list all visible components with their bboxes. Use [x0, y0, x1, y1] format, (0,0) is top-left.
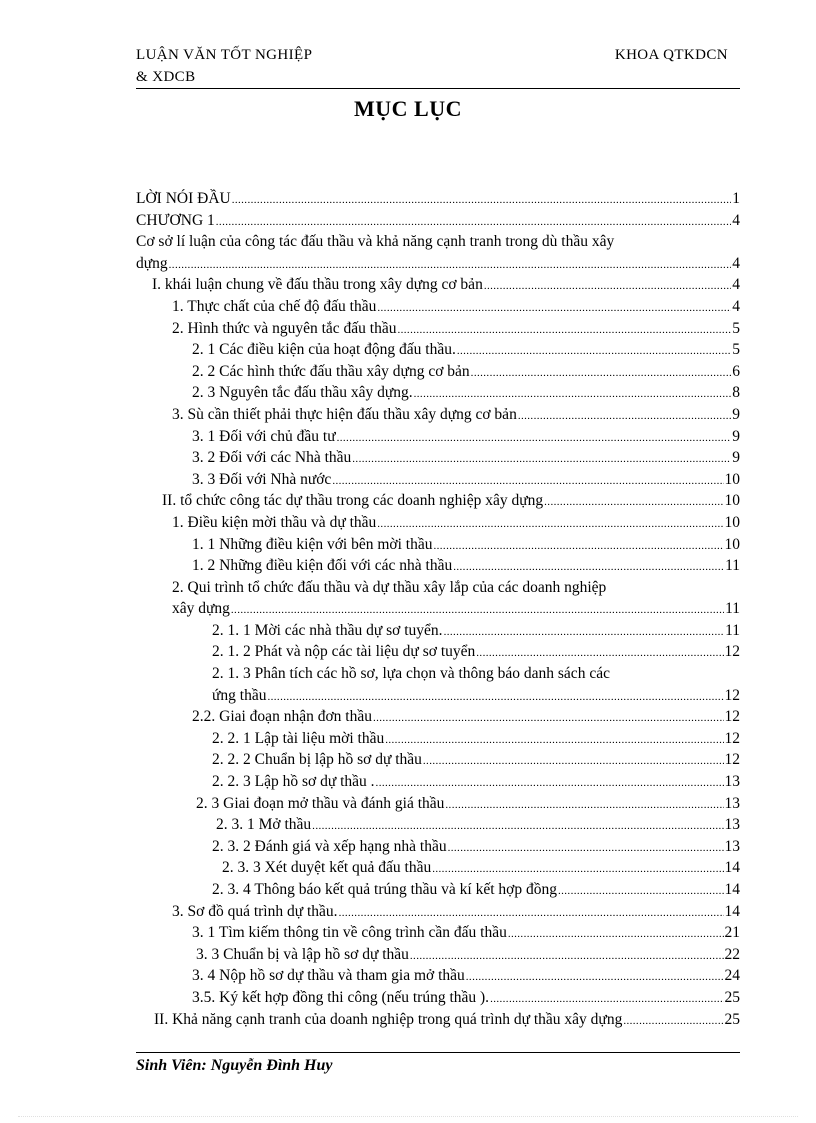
toc-leader-dots: [332, 471, 723, 493]
toc-entry: [136, 857, 740, 879]
toc-page-number: 10: [724, 513, 740, 531]
toc-entry: [136, 749, 740, 771]
toc-leader-dots: [231, 600, 724, 622]
page-title: MỤC LỤC: [354, 96, 462, 121]
toc-entry-text: xây dựng: [172, 600, 230, 618]
toc-leader-dots: [476, 643, 723, 665]
header-department-suffix: & XDCB: [136, 69, 196, 85]
toc-entry-text: 2. 1. 1 Mời các nhà thầu dự sơ tuyển.: [212, 621, 443, 639]
toc-entry-text: I. khái luận chung về đấu thầu trong xây dựng cơ bản: [152, 276, 483, 294]
toc-page-number: 13: [724, 794, 740, 812]
toc-entry-text: 3. Sù cần thiết phải thực hiện đấu thầu xây dựng cơ bản: [172, 405, 517, 423]
toc-leader-dots: [490, 989, 723, 1011]
toc-page-number: 9: [732, 449, 740, 467]
toc-page-number: 25: [724, 1010, 740, 1028]
toc-leader-dots: [423, 751, 724, 773]
page-bottom-rule: [18, 1116, 798, 1117]
toc-page-number: 12: [724, 751, 740, 769]
toc-entry-text: 2. 2. 3 Lập hồ sơ dự thầu .: [212, 773, 375, 791]
toc-leader-dots: [453, 557, 724, 579]
toc-leader-dots: [267, 687, 723, 709]
toc-entry-text: 2. 3. 4 Thông báo kết quả trúng thầu và kí kết hợp đồng: [212, 881, 557, 898]
toc-entry-text: 3. 1 Tìm kiếm thông tin về công trình cần đấu thầu: [192, 924, 507, 942]
table-of-contents: [136, 188, 740, 1030]
toc-entry: [136, 188, 740, 210]
toc-entry-text: 1. 2 Những điều kiện đối với các nhà thầu: [192, 557, 453, 575]
toc-page-number: 10: [724, 492, 740, 510]
toc-entry-text: 3.5. Ký kết hợp đồng thi công (nếu trúng thầu ).: [192, 988, 490, 1006]
toc-page-number: 11: [725, 621, 740, 639]
toc-leader-dots: [484, 276, 731, 298]
toc-page-number: 5: [732, 341, 740, 359]
toc-leader-dots: [466, 967, 724, 989]
toc-leader-dots: [544, 492, 723, 514]
toc-leader-dots: [410, 946, 724, 968]
toc-page-number: 13: [724, 773, 740, 791]
toc-entry-text: 3. 1 Đối với chủ đầu tư: [192, 427, 336, 445]
toc-entry-text: II. Khả năng cạnh tranh của doanh nghiệp trong quá trình dự thầu xây dựng: [154, 1010, 623, 1028]
toc-entry-text: LỜI NÓI ĐẦU: [136, 190, 231, 207]
toc-entry: [136, 512, 740, 534]
toc-entry: [136, 771, 740, 793]
toc-entry: [136, 641, 740, 663]
toc-leader-dots: [377, 514, 723, 536]
toc-entry: [136, 965, 740, 987]
toc-entry: [136, 426, 740, 448]
toc-page-number: 11: [725, 557, 740, 575]
toc-entry-text: dựng: [136, 254, 168, 272]
toc-leader-dots: [457, 341, 731, 363]
toc-page-number: 9: [732, 405, 740, 423]
toc-entry-continuation: [136, 253, 740, 275]
toc-entry: [136, 922, 740, 944]
toc-entry-text: 2. 3 Nguyên tắc đấu thầu xây dựng.: [192, 384, 413, 402]
toc-entry: [136, 879, 740, 901]
toc-page-number: 4: [732, 276, 740, 294]
toc-entry: [136, 361, 740, 383]
toc-page-number: 10: [724, 470, 740, 488]
toc-page-number: 5: [732, 319, 740, 337]
toc-entry-text: 2. Hình thức và nguyên tắc đấu thầu: [172, 319, 397, 337]
toc-entry-text: 2. 3 Giai đoạn mở thầu và đánh giá thầu: [196, 794, 445, 812]
toc-leader-dots: [312, 816, 723, 838]
toc-entry-text: 2. 2 Các hình thức đấu thầu xây dựng cơ bản: [192, 362, 470, 380]
toc-entry: [136, 620, 740, 642]
toc-entry: [136, 555, 740, 577]
toc-leader-dots: [377, 298, 731, 320]
toc-leader-dots: [558, 881, 724, 903]
toc-entry-text: 2. 2. 2 Chuẩn bị lập hồ sơ dự thầu: [212, 751, 422, 769]
toc-entry: 2. Qui trình tổ chức đấu thầu và dự thầu xây lắp của các doanh nghiệp: [172, 578, 607, 596]
toc-entry-continuation: [136, 598, 740, 620]
toc-page-number: 12: [724, 729, 740, 747]
toc-leader-dots: [232, 190, 732, 212]
toc-page-number: 21: [724, 924, 740, 942]
toc-entry-text: 2. 1. 2 Phát và nộp các tài liệu dự sơ tuyển: [212, 643, 476, 661]
toc-entry-text: 2.2. Giai đoạn nhận đơn thầu: [192, 708, 372, 726]
toc-entry: [136, 339, 740, 361]
toc-entry: [136, 318, 740, 340]
toc-entry: [136, 210, 740, 232]
toc-page-number: 11: [725, 600, 740, 618]
toc-leader-dots: [169, 255, 732, 277]
toc-entry-text: 3. 3 Chuẩn bị và lập hồ sơ dự thầu: [196, 945, 409, 963]
toc-leader-dots: [471, 363, 732, 385]
toc-page-number: 9: [732, 427, 740, 445]
toc-page-number: 1: [732, 190, 740, 207]
toc-entry: [136, 814, 740, 836]
toc-entry-text: 3. 3 Đối với Nhà nước: [192, 470, 332, 488]
page-footer: Sinh Viên: Nguyễn Đình Huy: [136, 1052, 740, 1075]
toc-entry: 2. 1. 3 Phân tích các hồ sơ, lựa chọn và thông báo danh sách các: [212, 665, 610, 683]
toc-page-number: 6: [732, 362, 740, 380]
toc-entry-text: 2. 3. 3 Xét duyệt kết quả đấu thầu: [222, 859, 432, 877]
toc-entry: [136, 490, 740, 512]
toc-entry: [136, 382, 740, 404]
toc-leader-dots: [352, 449, 731, 471]
toc-entry: [136, 901, 740, 923]
toc-leader-dots: [339, 903, 724, 925]
toc-entry: [136, 728, 740, 750]
toc-leader-dots: [445, 795, 723, 817]
toc-leader-dots: [518, 406, 731, 428]
header-faculty: KHOA QTKDCN: [614, 47, 728, 63]
page-header: [136, 44, 740, 89]
toc-entry-text: 2. 3. 1 Mở thầu: [216, 816, 312, 834]
toc-entry: [136, 944, 740, 966]
toc-entry: [136, 987, 740, 1009]
toc-entry: [136, 793, 740, 815]
toc-page-number: 8: [732, 384, 740, 402]
toc-page-number: 4: [732, 297, 740, 315]
toc-entry: [136, 706, 740, 728]
toc-page-number: 4: [732, 254, 740, 272]
toc-page-number: 14: [724, 902, 740, 920]
toc-entry: [136, 404, 740, 426]
toc-page-number: 14: [724, 859, 740, 877]
toc-leader-dots: [433, 536, 723, 558]
toc-entry-text: 1. Thực chất của chế độ đấu thầu: [172, 297, 377, 315]
toc-entry-text: ứng thầu: [212, 686, 267, 704]
toc-entry-text: 2. 1 Các điều kiện của hoạt động đấu thầu.: [192, 341, 456, 359]
toc-page-number: 13: [724, 816, 740, 834]
toc-leader-dots: [385, 730, 723, 752]
toc-entry-text: 3. 4 Nộp hồ sơ dự thầu và tham gia mở thầu: [192, 967, 465, 985]
toc-entry-text: 2. 2. 1 Lập tài liệu mời thầu: [212, 729, 385, 747]
header-left: [136, 44, 312, 88]
toc-leader-dots: [623, 1011, 723, 1033]
toc-entry: [136, 447, 740, 469]
toc-page-number: 12: [724, 686, 740, 704]
header-thesis-label: LUẬN VĂN TỐT NGHIỆP: [136, 47, 313, 63]
toc-entry: Cơ sở lí luận của công tác đấu thầu và khả năng cạnh tranh trong dù thầu xây: [136, 233, 615, 251]
toc-page-number: 14: [724, 881, 740, 898]
toc-leader-dots: [397, 320, 731, 342]
toc-entry: [136, 534, 740, 556]
toc-page-number: 25: [724, 988, 740, 1006]
toc-leader-dots: [337, 428, 732, 450]
toc-page-number: 4: [732, 211, 740, 229]
toc-entry: [136, 469, 740, 491]
toc-page-number: 12: [724, 643, 740, 661]
toc-entry-continuation: [136, 685, 740, 707]
toc-leader-dots: [444, 622, 725, 644]
toc-entry: [136, 836, 740, 858]
toc-page-number: 13: [724, 837, 740, 855]
toc-leader-dots: [373, 708, 724, 730]
toc-page-number: 24: [724, 967, 740, 985]
toc-entry-text: 3. 2 Đối với các Nhà thầu: [192, 449, 352, 467]
toc-leader-dots: [414, 384, 732, 406]
toc-entry-text: 3. Sơ đồ quá trình dự thầu.: [172, 902, 338, 920]
toc-leader-dots: [448, 838, 724, 860]
toc-entry-text: II. tổ chức công tác dự thầu trong các doanh nghiệp xây dựng: [162, 492, 544, 510]
toc-entry: [136, 296, 740, 318]
toc-entry: [136, 274, 740, 296]
toc-page-number: 12: [724, 708, 740, 726]
toc-leader-dots: [376, 773, 724, 795]
toc-entry: [136, 1009, 740, 1031]
toc-leader-dots: [216, 212, 731, 234]
toc-page-number: 22: [724, 945, 740, 963]
toc-page-number: 10: [724, 535, 740, 553]
toc-entry-text: 1. 1 Những điều kiện với bên mời thầu: [192, 535, 433, 553]
toc-entry-text: 1. Điều kiện mời thầu và dự thầu: [172, 513, 377, 531]
toc-leader-dots: [508, 924, 724, 946]
toc-entry-text: CHƯƠNG 1: [136, 211, 215, 229]
toc-entry-text: 2. 3. 2 Đánh giá và xếp hạng nhà thầu: [212, 837, 447, 855]
toc-leader-dots: [432, 859, 723, 881]
